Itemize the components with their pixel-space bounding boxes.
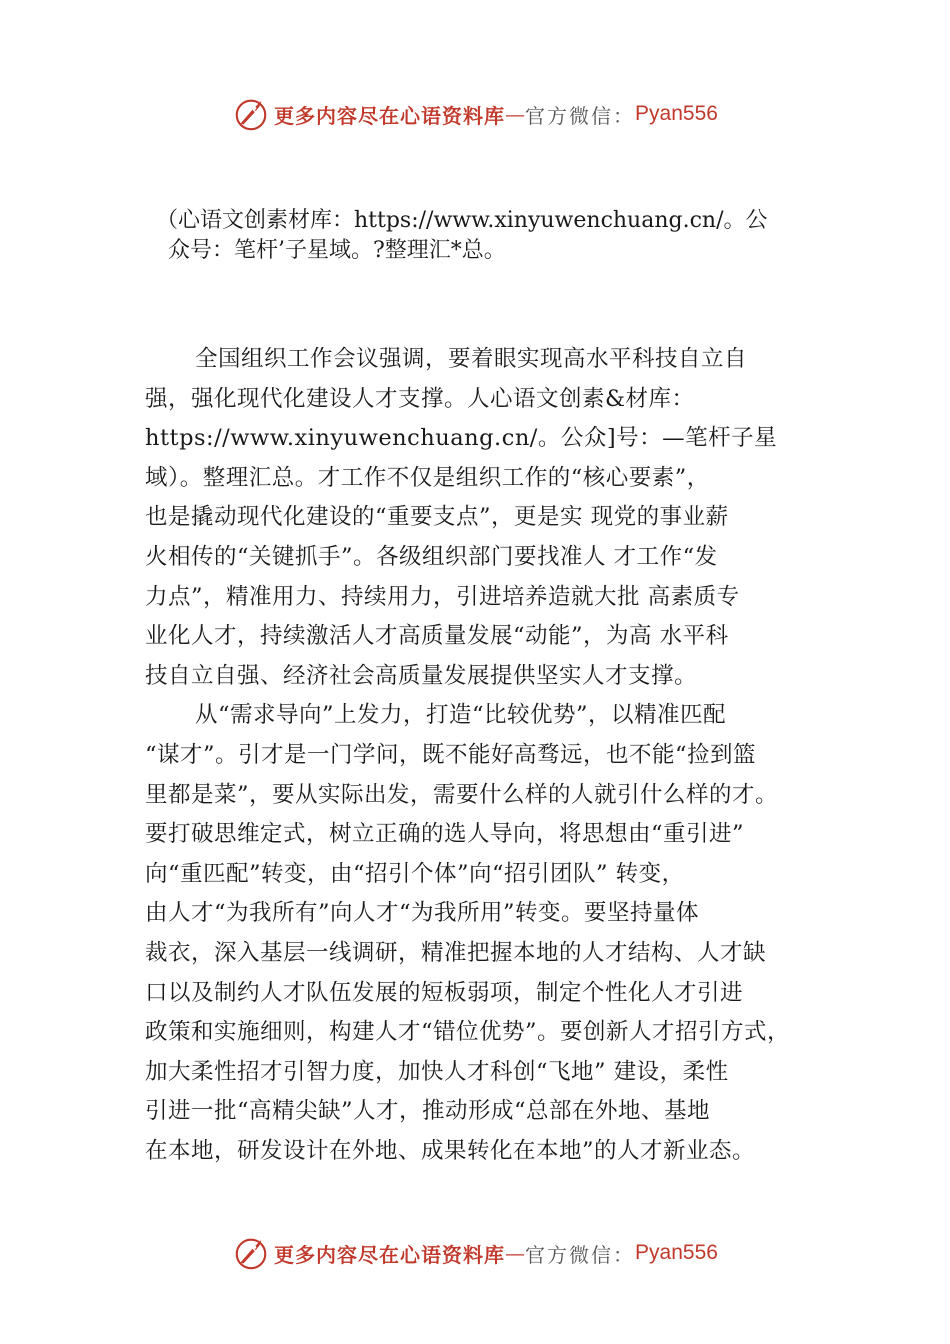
article-body [145, 340, 845, 1171]
banner-wechat-label: 官方微信： [525, 103, 636, 128]
body-line: 口以及制约人才队伍发展的短板弱项，制定个性化人才引进 [145, 979, 744, 1006]
source-note [156, 206, 838, 266]
banner-text: 更多内容尽在心语资料库 [274, 103, 506, 128]
pen-nib-logo-icon [232, 95, 270, 133]
source-note-line-1: （心语文创素材库：https://www.xinyuwenchuang.cn/。公 [156, 208, 768, 233]
body-line: 裁衣，深入基层一线调研，精准把握本地的人才结构、人才缺 [145, 939, 767, 966]
banner-dash: — [505, 1241, 526, 1265]
body-line: 要打破思维定式，树立正确的选人导向，将思想由“重引进” [145, 821, 745, 848]
body-line: 也是撬动现代化建设的“重要支点”，更是实 现党的事业薪 [145, 504, 729, 531]
body-line: 域）。整理汇总。才工作不仅是组织工作的“核心要素”， [145, 464, 710, 491]
body-line: “谋才”。引才是一门学问，既不能好高骛远，也不能“捡到篮 [145, 741, 757, 768]
banner-wechat-label: 官方微信： [525, 1242, 636, 1267]
header-banner [0, 92, 950, 136]
body-line: 加大柔性招才引智力度，加快人才科创“飞地” 建设，柔性 [145, 1058, 729, 1085]
source-note-line-2: 众号：笔杆’子星域。?整理汇*总。 [168, 238, 506, 263]
body-line: 强，强化现代化建设人才支撑。人心语文创素&材库： [145, 385, 695, 412]
body-line: 政策和实施细则，构建人才“错位优势”。要创新人才招引方式， [145, 1019, 791, 1046]
body-line: 力点”，精准用力、持续用力，引进培养造就大批 高素质专 [145, 583, 740, 610]
body-line: 从“需求导向”上发力，打造“比较优势”，以精准匹配 [195, 702, 727, 729]
banner-wechat-id: Pyan556 [635, 102, 718, 125]
body-line: 里都是菜”，要从实际出发，需要什么样的人就引什么样的才。 [145, 781, 779, 808]
body-line: 向“重匹配”转变，由“招引个体”向“招引团队” 转变， [145, 860, 685, 887]
body-line: https://www.xinyuwenchuang.cn/。公众]号：—笔杆子星 [145, 425, 778, 452]
body-line: 引进一批“高精尖缺”人才，推动形成“总部在外地、基地 [145, 1098, 711, 1125]
banner-dash: — [505, 102, 526, 126]
banner-wechat-id: Pyan556 [635, 1241, 718, 1264]
body-line: 在本地，研发设计在外地、成果转化在本地”的人才新业态。 [145, 1137, 756, 1164]
body-line: 由人才“为我所有”向人才“为我所用”转变。要坚持量体 [145, 900, 700, 927]
body-line: 技自立自强、经济社会高质量发展提供坚实人才支撑。 [145, 662, 698, 689]
body-line: 火相传的“关键抓手”。各级组织部门要找准人 才工作“发 [145, 543, 718, 570]
pen-nib-logo-icon [232, 1234, 270, 1272]
body-line: 全国组织工作会议强调，要着眼实现高水平科技自立自 [195, 346, 748, 372]
banner-text: 更多内容尽在心语资料库 [274, 1242, 506, 1267]
body-line: 业化人才，持续激活人才高质量发展“动能”，为高 水平科 [145, 623, 729, 650]
footer-banner [0, 1231, 950, 1275]
